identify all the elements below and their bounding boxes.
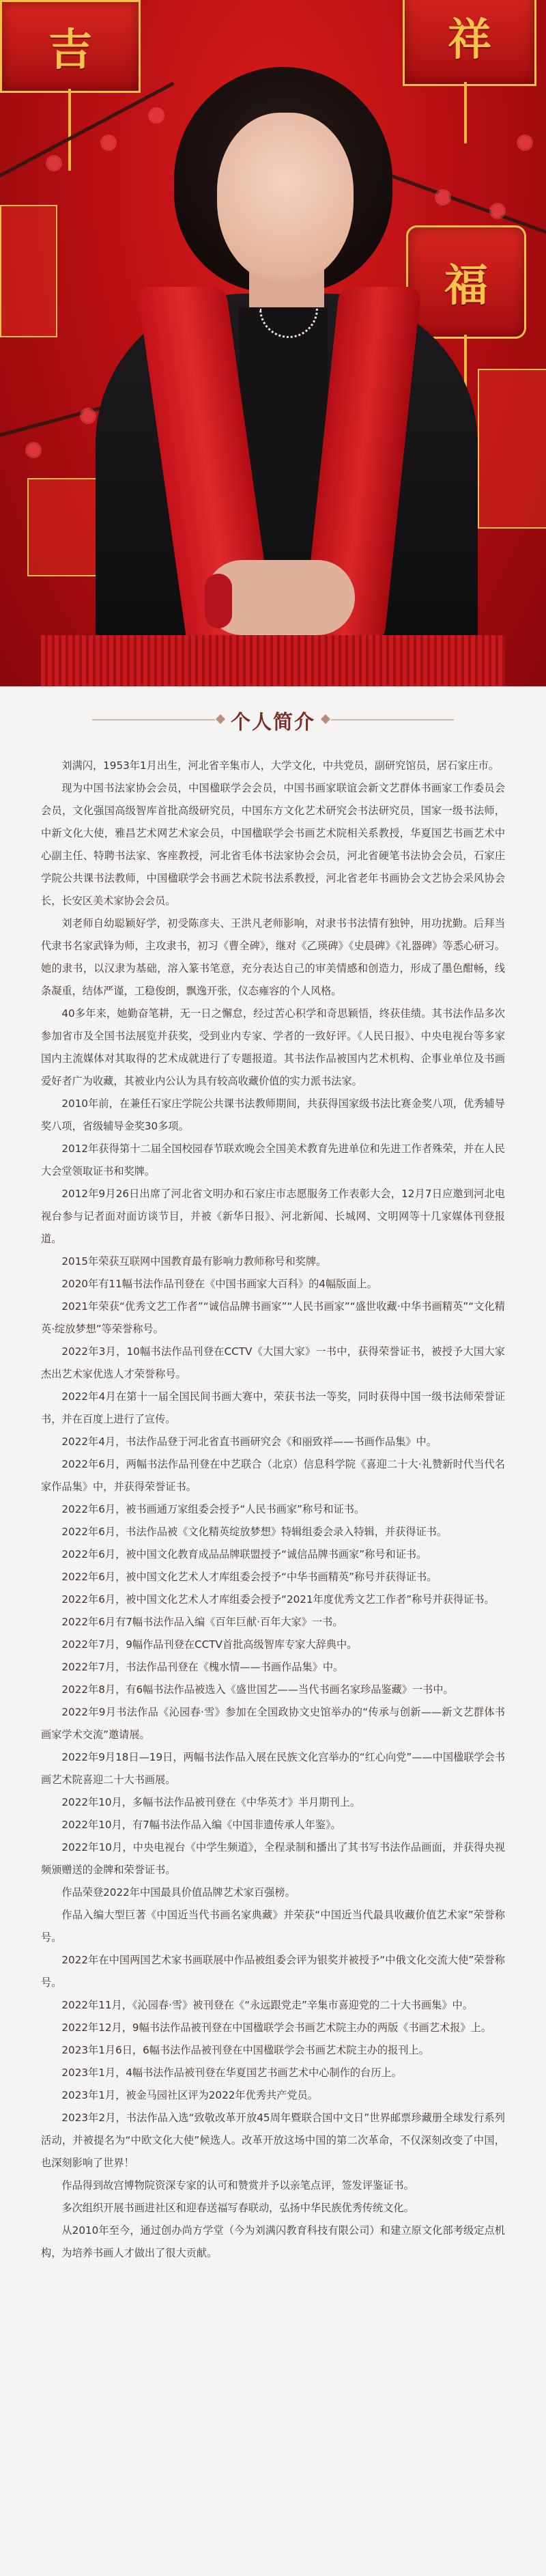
red-bracelet [205, 574, 232, 628]
bio-paragraph: 作品得到故宫博物院资深专家的认可和赞赏并予以亲笔点评，签发评鉴证书。 [61, 2179, 414, 2192]
bio-paragraph: 多次组织开展书画进社区和迎春送福写春联动，弘扬中华民族优秀传统文化。 [61, 2202, 414, 2214]
bio-paragraph: 2022年6月，两幅书法作品刊登在中艺联合（北京）信息科学院《喜迎二十大·礼赞新时代当代名家作品集》中，并获得荣誉证书。 [41, 1458, 505, 1493]
decoration-square [0, 205, 57, 337]
bio-paragraph: 2012年9月26日出席了河北省文明办和石家庄市志愿服务工作表彰大会，12月7日应邀到河北电视台参与记者面对面访谈节目，并被《新华日报》、河北新闻、长城网、文明网等十几家媒体刊登报道。 [41, 1188, 505, 1245]
bio-paragraph: 2023年1月，4幅书法作品被刊登在华夏国艺书画艺术中心制作的台历上。 [61, 2067, 402, 2079]
plum-blossom [437, 191, 449, 204]
bio-paragraph: 2022年3月，10幅书法作品刊登在CCTV《大国大家》一书中，获得荣誉证书，被授予大国大家杰出艺术家优选人才荣誉称号。 [41, 1345, 505, 1380]
decoration-square [27, 478, 98, 576]
bio-paragraph: 2022年6月，被中国文化艺术人才库组委会授予“2021年度优秀文艺工作者”称号并获得证书。 [61, 1593, 495, 1606]
plum-blossom [150, 109, 162, 122]
bio-paragraph: 2023年1月，被金马园社区评为2022年优秀共产党员。 [61, 2089, 318, 2101]
bio-paragraph: 2022年10月，多幅书法作品被刊登在《中华英才》半月期刊上。 [61, 1796, 361, 1808]
bio-paragraph: 作品荣登2022年中国最具价值品牌艺术家百强榜。 [61, 1886, 296, 1899]
bio-paragraph: 2022年8月，有6幅书法作品被选入《盛世国艺——当代书画名家珍品鉴藏》一书中。 [61, 1683, 454, 1696]
bio-paragraph: 2022年12月，9幅书法作品被刊登在中国楹联学会书画艺术院主办的两版《书画艺术报》上。 [61, 2021, 491, 2034]
tassel [68, 89, 71, 171]
bio-paragraph: 2022年9月书法作品《沁园春·雪》参加在全国政协文史馆举办的“传承与创新——新文艺群体书画家学术交流”邀请展。 [41, 1706, 505, 1741]
portrait-photo [0, 0, 546, 686]
bio-paragraph: 2010年前，在兼任石家庄学院公共课书法教师期间，共获得国家级书法比赛金奖八项，优秀辅导奖八项，省级辅导金奖30多项。 [41, 1097, 505, 1132]
tassel [464, 82, 467, 143]
bio-paragraph: 2021年荣获“优秀文艺工作者”“诚信品牌书画家”“人民书画家”“盛世收藏·中华书画精英”“文化精英·绽放梦想”等荣誉称号。 [41, 1300, 505, 1335]
bio-paragraph: 从2010年至今，通过创办尚方学堂（今为刘满闪教育科技有限公司）和建立原文化部考级定点机构，为培养书画人才做出了很大贡献。 [41, 2224, 505, 2259]
bio-paragraph: 2022年4月在第十一届全国民间书画大赛中，荣获书法一等奖，同时获得中国一级书法师荣誉证书，并在百度上进行了宣传。 [41, 1390, 505, 1425]
bio-paragraph: 刘满闪，1953年1月出生，河北省辛集市人，大学文化，中共党员，副研究馆员，居石家庄市。 [61, 759, 500, 772]
bio-paragraph: 2022年6月，被中国文化教育成品品牌联盟授予“诚信品牌书画家”称号和证书。 [61, 1548, 427, 1560]
bio-paragraph: 2022年6月有7幅书法作品入编《百年巨献·百年大家》一书。 [61, 1616, 343, 1628]
bio-paragraph: 作品入编大型巨著《中国近当代书画名家典藏》并荣获“中国近当代最具收藏价值艺术家”荣誉称号。 [41, 1909, 505, 1944]
page-title: 个人简介 [230, 710, 315, 733]
plum-blossom [519, 137, 531, 149]
bio-paragraph: 2022年7月，书法作品刊登在《槐水情——书画作品集》中。 [61, 1661, 344, 1673]
plum-blossom [491, 205, 504, 217]
bio-paragraph: 2022年11月，《沁园春·雪》被刊登在《“永远跟党走”辛集市喜迎党的二十大书画集》中。 [61, 1999, 473, 2011]
bio-paragraph: 2022年4月，书法作品登于河北省直书画研究会《和丽致祥——书画作品集》中。 [61, 1436, 437, 1448]
bio-paragraph: 刘老师自幼聪颖好学，初受陈彦夫、王洪凡老师影响，对隶书书法情有独钟，用功扰勤。后拜当代隶书名家武锋为师，主攻隶书，初习《曹全碑》，继对《乙瑛碑》《史晨碑》《礼器碑》等悉心研习。她的隶书，以汉隶为基础，溶入篆书笔意，充分表达自己的审美情感和创造力，形成了墨色酣畅，线条凝重，结体严谨，工稳俊朗，飘逸开张，仪态雍容的个人风格。 [41, 917, 505, 997]
bio-paragraph: 2012年获得第十二届全国校园春节联欢晚会全国美术教育先进单位和先进工作者殊荣，并在人民大会堂领取证书和奖牌。 [41, 1143, 505, 1177]
bio-paragraph: 现为中国书法家协会会员，中国楹联学会会员，中国书画家联谊会新文艺群体书画家工作委员会会员，文化强国高级智库首批高级研究员，中国东方文化艺术研究会书法研究员，国家一级书法师，中新文化大使，雅昌艺术网艺术家会员，中国楹联学会书画艺术院相关系教授，华夏国艺书画艺术中心副主任、特聘书法家、客座教授，河北省毛体书法家协会会员，河北省硬笔书法协会会员，石家庄学院公共课书法教师，中国楹联学会书画艺术院书法系教授，河北省老年书画协会文艺协会采风协会长，长安区美术家协会会员。 [41, 782, 505, 907]
bio-paragraph: 2022年在中国两国艺术家书画联展中作品被组委会评为银奖并被授予“中俄文化交流大使”荣誉称号。 [41, 1954, 505, 1989]
lantern-decoration: 吉 [0, 0, 141, 93]
bio-paragraph: 2020年有11幅书法作品刊登在《中国书画家大百科》的4幅版面上。 [61, 1278, 377, 1290]
bio-paragraph: 2022年10月，有7幅书法作品入编《中国非遗传承人年鉴》。 [61, 1819, 341, 1831]
plum-blossom [82, 410, 94, 422]
bio-paragraph: 2022年6月，被书画通万家组委会授予“人民书画家”称号和证书。 [61, 1503, 365, 1515]
plum-blossom [27, 444, 40, 456]
bio-paragraph: 2022年7月，9幅作品刊登在CCTV首批高级智库专家大辞典中。 [61, 1638, 358, 1651]
bio-paragraph: 2022年6月，书法作品被《文化精英绽放梦想》特辑组委会录入特辑，并获得证书。 [61, 1526, 448, 1538]
scarf-fringe [41, 635, 505, 686]
bio-paragraph: 2022年6月，被中国文化艺术人才库组委会授予“中华书画精英”称号并获得证书。 [61, 1571, 437, 1583]
lantern-decoration: 福 [406, 225, 526, 339]
bio-paragraph: 40多年来，她勤奋笔耕，无一日之懈怠，经过苦心积学和奇思颖悟，终获佳绩。其书法作品多次参加省市及全国书法展览并获奖，受到业内专家、学者的一致好评。《人民日报》、中央电视台等多家国内主流媒体对其取得的艺术成就进行了专题报道。其书法作品被国内艺术机构、企事业单位及书画爱好者广为收藏，其被业内公认为具有较高收藏价值的实力派书法家。 [41, 1007, 505, 1087]
lantern-decoration: 祥 [403, 0, 536, 86]
plum-blossom [102, 137, 115, 149]
plum-branch [0, 81, 175, 180]
bio-paragraph: 2015年荣获互联网中国教育最有影响力教师称号和奖牌。 [61, 1255, 327, 1268]
bio-paragraph: 2023年1月6日，6幅书法作品被刊登在中国楹联学会书画艺术院主办的报刊上。 [61, 2044, 429, 2056]
bio-paragraph: 2022年9月18日—19日，两幅书法作品入展在民族文化宫举办的“红心向党”——中国楹联学会书画艺术院喜迎二十大书画展。 [41, 1751, 505, 1786]
decoration-square [478, 369, 546, 529]
section-header [0, 686, 546, 755]
portrait-face [217, 113, 354, 283]
bio-paragraph: 2023年2月，书法作品入选“致敬改革开放45周年暨联合国中文日”世界邮票珍藏册全球发行系列活动，并被提名为“中欧文化大使”候选人。改革开放这场中国的第二次革命，不仅深刻改变了中国，也深刻影响了世界！ [41, 2112, 505, 2169]
bio-paragraph: 2022年10月，中央电视台《中学生频道》，全程录制和播出了其书写书法作品画面，并获得央视频颁赠送的金牌和荣誉证书。 [41, 1841, 505, 1876]
plum-blossom [48, 157, 60, 169]
biography-body [41, 755, 505, 2265]
